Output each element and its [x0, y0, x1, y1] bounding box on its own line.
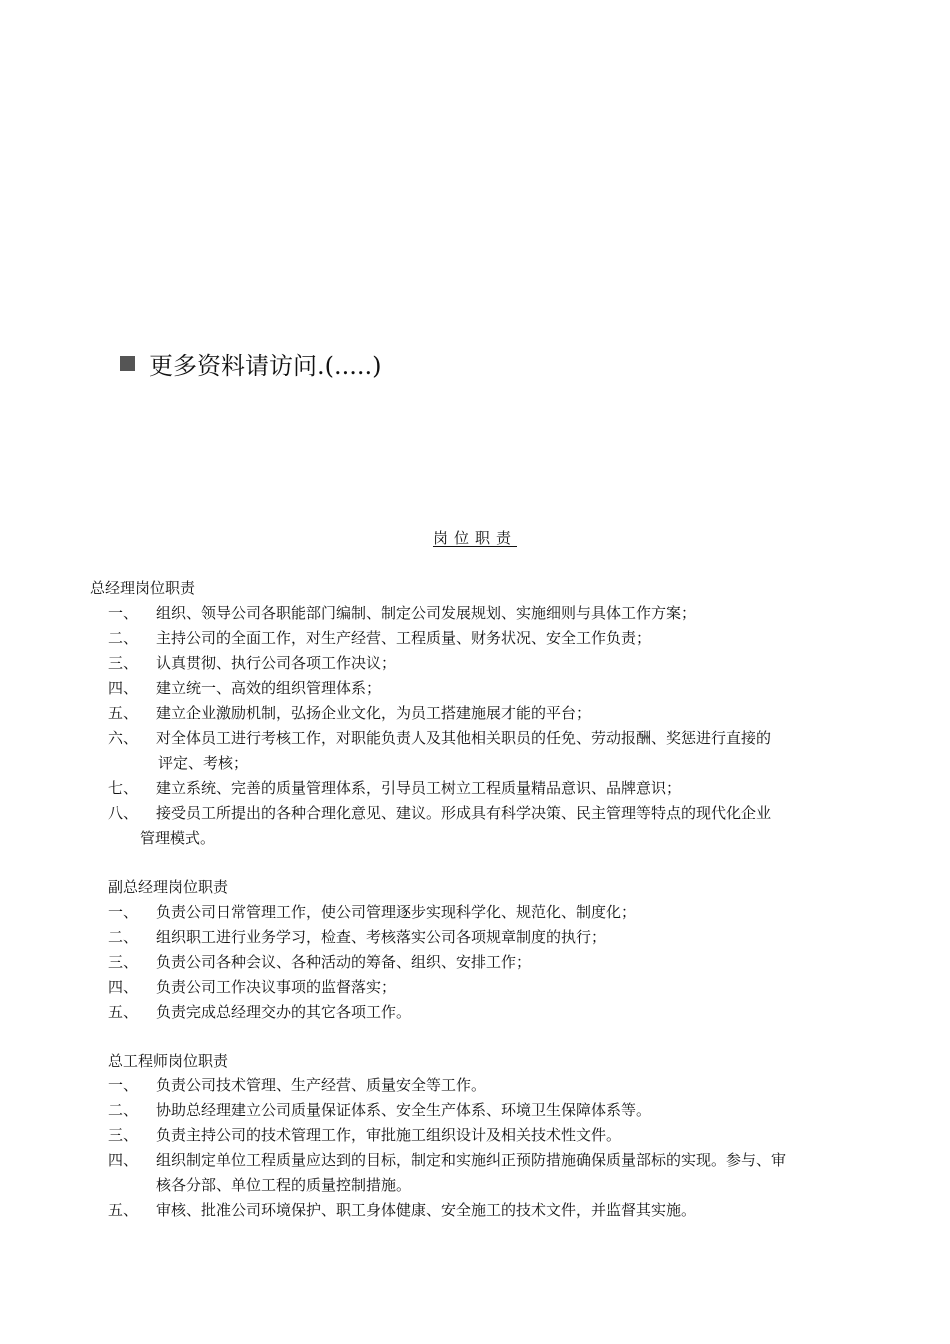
item-text: 负责公司各种会议、各种活动的筹备、组织、安排工作；	[156, 953, 532, 971]
item-text: 组织制定单位工程质量应达到的目标，制定和实施纠正预防措施确保质量部标的实现。参与、审	[156, 1151, 787, 1169]
list-item	[108, 776, 681, 801]
page-title	[0, 528, 950, 548]
list-item	[108, 1148, 786, 1173]
item-number: 四、	[108, 1151, 139, 1169]
list-item	[108, 701, 591, 726]
item-text: 协助总经理建立公司质量保证体系、安全生产体系、环境卫生保障体系等。	[156, 1101, 652, 1119]
list-item	[108, 975, 396, 1000]
item-text: 认真贯彻、执行公司各项工作决议；	[156, 654, 397, 672]
item-text: 建立统一、高效的组织管理体系；	[156, 679, 382, 697]
item-number: 三、	[108, 654, 139, 672]
list-item	[108, 1123, 621, 1148]
item-continuation: 核各分部、单位工程的质量控制措施。	[156, 1176, 412, 1194]
item-number: 三、	[108, 1126, 139, 1144]
page-title-text: 岗位职责	[432, 529, 517, 547]
item-text: 对全体员工进行考核工作，对职能负责人及其他相关职员的任免、劳动报酬、奖惩进行直接的	[156, 729, 772, 747]
item-text: 负责主持公司的技术管理工作，审批施工组织设计及相关技术性文件。	[156, 1126, 622, 1144]
section-heading: 总工程师岗位职责	[108, 1052, 229, 1070]
square-bullet-icon	[120, 356, 135, 371]
section-heading: 副总经理岗位职责	[108, 878, 229, 896]
list-item	[108, 676, 381, 701]
item-number: 四、	[108, 679, 139, 697]
item-text: 负责公司技术管理、生产经营、质量安全等工作。	[156, 1076, 487, 1094]
item-text: 审核、批准公司环境保护、职工身体健康、安全施工的技术文件，并监督其实施。	[156, 1201, 697, 1219]
item-number: 一、	[108, 604, 139, 622]
list-item	[108, 1000, 411, 1025]
item-number: 五、	[108, 1003, 139, 1021]
item-number: 二、	[108, 1101, 139, 1119]
section-heading: 总经理岗位职责	[90, 579, 196, 597]
list-item	[108, 651, 396, 676]
banner-text: 更多资料请访问.(.....)	[149, 351, 382, 380]
list-item	[108, 950, 531, 975]
item-continuation: 评定、考核；	[158, 754, 249, 772]
item-text: 负责公司工作决议事项的监督落实；	[156, 978, 397, 996]
item-number: 四、	[108, 978, 139, 996]
item-number: 七、	[108, 779, 139, 797]
item-text: 接受员工所提出的各种合理化意见、建议。形成具有科学决策、民主管理等特点的现代化企业	[156, 804, 772, 822]
item-number: 二、	[108, 928, 139, 946]
item-number: 二、	[108, 629, 139, 647]
item-number: 六、	[108, 729, 139, 747]
item-text: 建立企业激励机制，弘扬企业文化，为员工搭建施展才能的平台；	[156, 704, 592, 722]
item-continuation: 管理模式。	[140, 829, 216, 847]
list-item	[108, 626, 651, 651]
list-item	[108, 1198, 696, 1223]
item-text: 负责完成总经理交办的其它各项工作。	[156, 1003, 412, 1021]
item-number: 一、	[108, 903, 139, 921]
item-text: 负责公司日常管理工作，使公司管理逐步实现科学化、规范化、制度化；	[156, 903, 637, 921]
item-text: 组织、领导公司各职能部门编制、制定公司发展规划、实施细则与具体工作方案；	[156, 604, 697, 622]
item-text: 建立系统、完善的质量管理体系，引导员工树立工程质量精品意识、品牌意识；	[156, 779, 682, 797]
item-number: 五、	[108, 704, 139, 722]
list-item	[108, 925, 606, 950]
item-text: 组织职工进行业务学习，检查、考核落实公司各项规章制度的执行；	[156, 928, 607, 946]
item-text: 主持公司的全面工作，对生产经营、工程质量、财务状况、安全工作负责；	[156, 629, 652, 647]
list-item	[108, 1073, 486, 1098]
item-number: 三、	[108, 953, 139, 971]
item-number: 五、	[108, 1201, 139, 1219]
item-number: 一、	[108, 1076, 139, 1094]
list-item	[108, 900, 636, 925]
item-number: 八、	[108, 804, 139, 822]
list-item	[108, 601, 696, 626]
list-item	[108, 1098, 651, 1123]
list-item	[108, 726, 771, 751]
list-item	[108, 801, 771, 826]
resource-banner	[120, 346, 382, 380]
